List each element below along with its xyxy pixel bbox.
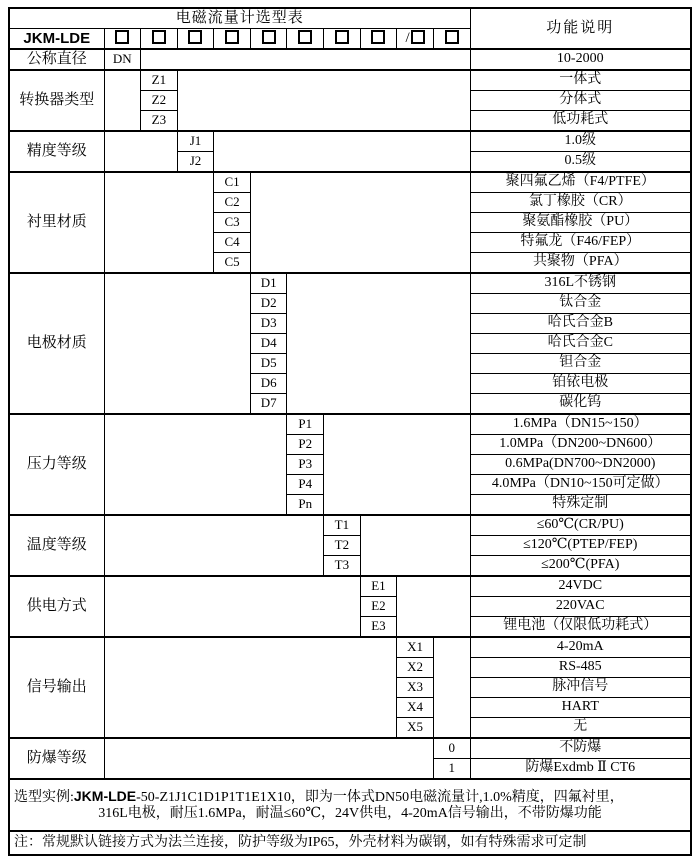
option-code-cell: D4 — [250, 334, 287, 354]
option-code-cell: P1 — [287, 414, 324, 435]
option-description-cell: ≤120℃(PTEP/FEP) — [470, 536, 691, 556]
filler-cell — [104, 738, 433, 779]
spec-row — [9, 172, 691, 193]
option-code-cell: T1 — [324, 515, 361, 536]
option-code-cell: P2 — [287, 435, 324, 455]
filler-cell — [104, 515, 324, 576]
option-code-cell: C4 — [214, 233, 251, 253]
spec-row — [9, 414, 691, 435]
option-description-cell: 碳化钨 — [470, 394, 691, 415]
option-description-cell: 特殊定制 — [470, 495, 691, 516]
option-code-cell: X5 — [397, 718, 434, 739]
option-code-cell: C1 — [214, 172, 251, 193]
option-code-cell: C2 — [214, 193, 251, 213]
option-code-cell: X2 — [397, 658, 434, 678]
model-checkbox-cell — [360, 29, 397, 50]
option-description-cell: 220VAC — [470, 597, 691, 617]
option-description-cell: 4.0MPa（DN10~150可定做） — [470, 475, 691, 495]
option-description-cell: 无 — [470, 718, 691, 739]
option-description-cell: ≤60℃(CR/PU) — [470, 515, 691, 536]
checkbox-icon — [445, 30, 459, 44]
filler-cell — [214, 131, 470, 172]
option-description-cell: 一体式 — [470, 70, 691, 91]
option-description-cell: ≤200℃(PFA) — [470, 556, 691, 577]
spec-row — [9, 515, 691, 536]
model-checkbox-cell — [287, 29, 324, 50]
filler-cell — [104, 172, 214, 273]
checkbox-icon — [152, 30, 166, 44]
option-description-cell: 低功耗式 — [470, 111, 691, 132]
category-label: 供电方式 — [9, 576, 104, 637]
example-line-1 — [10, 788, 690, 806]
option-code-cell: Pn — [287, 495, 324, 516]
checkbox-icon — [115, 30, 129, 44]
option-code-cell: D7 — [250, 394, 287, 415]
option-description-cell: 锂电池（仅限低功耗式） — [470, 617, 691, 638]
model-checkbox-cell — [397, 29, 434, 50]
option-code-cell: E2 — [360, 597, 397, 617]
model-prefix-label: JKM-LDE — [9, 29, 104, 50]
category-label: 精度等级 — [9, 131, 104, 172]
option-code-cell: E1 — [360, 576, 397, 597]
option-code-cell: E3 — [360, 617, 397, 638]
filler-cell — [433, 637, 470, 738]
filler-cell — [287, 273, 470, 414]
filler-cell — [104, 70, 141, 131]
category-label: 信号输出 — [9, 637, 104, 738]
option-description-cell: 哈氏合金C — [470, 334, 691, 354]
filler-cell — [104, 131, 177, 172]
filler-cell — [324, 414, 470, 515]
model-checkbox-cell — [141, 29, 178, 50]
model-checkbox-cell — [324, 29, 361, 50]
option-code-cell: D3 — [250, 314, 287, 334]
option-code-cell: D2 — [250, 294, 287, 314]
option-code-cell: D6 — [250, 374, 287, 394]
option-code-cell: X4 — [397, 698, 434, 718]
filler-cell — [250, 172, 470, 273]
filler-cell — [141, 49, 470, 70]
option-code-cell: P4 — [287, 475, 324, 495]
spec-row — [9, 637, 691, 658]
option-description-cell: 聚四氟乙烯（F4/PTFE） — [470, 172, 691, 193]
option-code-cell: P3 — [287, 455, 324, 475]
flowmeter-selection-table — [8, 7, 692, 856]
option-code-cell: J1 — [177, 131, 214, 152]
option-description-cell: 脉冲信号 — [470, 678, 691, 698]
category-label: 压力等级 — [9, 414, 104, 515]
option-description-cell: 0.6MPa(DN700~DN2000) — [470, 455, 691, 475]
example-model-name: JKM-LDE — [73, 787, 137, 804]
option-description-cell: 316L不锈钢 — [470, 273, 691, 294]
option-code-cell: C5 — [214, 253, 251, 274]
category-label: 衬里材质 — [9, 172, 104, 273]
option-description-cell: 1.0级 — [470, 131, 691, 152]
option-code-cell: DN — [104, 49, 141, 70]
category-label: 公称直径 — [9, 49, 104, 70]
option-description-cell: 4-20mA — [470, 637, 691, 658]
option-description-cell: 特氟龙（F46/FEP） — [470, 233, 691, 253]
option-code-cell: X1 — [397, 637, 434, 658]
function-column-header: 功能说明 — [470, 8, 691, 49]
category-label: 温度等级 — [9, 515, 104, 576]
spec-row — [9, 131, 691, 152]
checkbox-icon — [188, 30, 202, 44]
option-description-cell: 钛合金 — [470, 294, 691, 314]
option-code-cell: D1 — [250, 273, 287, 294]
selection-example-row — [9, 779, 691, 831]
filler-cell — [360, 515, 470, 576]
example-line-2: 316L电极，耐压1.6MPa，耐温≤60℃，24V供电，4-20mA信号输出，不带防爆功能 — [98, 806, 602, 821]
category-label: 转换器类型 — [9, 70, 104, 131]
option-description-cell: 氯丁橡胶（CR） — [470, 193, 691, 213]
option-code-cell: T2 — [324, 536, 361, 556]
option-code-cell: D5 — [250, 354, 287, 374]
option-code-cell: Z2 — [141, 91, 178, 111]
checkbox-icon — [298, 30, 312, 44]
option-description-cell: 聚氨酯橡胶（PU） — [470, 213, 691, 233]
category-label: 电极材质 — [9, 273, 104, 414]
option-code-cell: Z1 — [141, 70, 178, 91]
example-line1-rest: -50-Z1J1C1D1P1T1E1X10，即为一体式DN50电磁流量计,1.0%精度，四氟衬里， — [136, 789, 624, 805]
model-checkbox-cell — [104, 29, 141, 50]
option-code-cell: 0 — [433, 738, 470, 759]
model-checkbox-cell — [250, 29, 287, 50]
spec-row — [9, 576, 691, 597]
option-description-cell: 共聚物（PFA） — [470, 253, 691, 274]
example-prefix: 选型实例: — [14, 789, 74, 805]
option-code-cell: 1 — [433, 759, 470, 780]
filler-cell — [397, 576, 470, 637]
filler-cell — [104, 414, 287, 515]
spec-row — [9, 49, 691, 70]
category-label: 防爆等级 — [9, 738, 104, 779]
option-code-cell: C3 — [214, 213, 251, 233]
checkbox-icon — [335, 30, 349, 44]
filler-cell — [104, 576, 360, 637]
model-checkbox-cell — [214, 29, 251, 50]
spec-row — [9, 738, 691, 759]
slash-separator: / — [405, 29, 410, 46]
spec-row — [9, 273, 691, 294]
option-description-cell: 1.6MPa（DN15~150） — [470, 414, 691, 435]
option-description-cell: 不防爆 — [470, 738, 691, 759]
option-code-cell: T3 — [324, 556, 361, 577]
model-checkbox-cell — [433, 29, 470, 50]
option-description-cell: 10-2000 — [470, 49, 691, 70]
selection-example — [9, 779, 691, 831]
filler-cell — [104, 273, 250, 414]
option-description-cell: 分体式 — [470, 91, 691, 111]
option-description-cell: 1.0MPa（DN200~DN600） — [470, 435, 691, 455]
filler-cell — [177, 70, 470, 131]
option-description-cell: 哈氏合金B — [470, 314, 691, 334]
checkbox-icon — [371, 30, 385, 44]
option-description-cell: 24VDC — [470, 576, 691, 597]
option-code-cell: X3 — [397, 678, 434, 698]
option-description-cell: 防爆Exdmb Ⅱ CT6 — [470, 759, 691, 780]
note-text: 注：常规默认链接方式为法兰连接，防护等级为IP65，外壳材料为碳钢，如有特殊需求可定制 — [9, 831, 691, 855]
table-title: 电磁流量计选型表 — [9, 8, 470, 29]
table-title-row — [9, 8, 691, 29]
option-code-cell: J2 — [177, 152, 214, 173]
option-description-cell: 钽合金 — [470, 354, 691, 374]
option-description-cell: 铂铱电极 — [470, 374, 691, 394]
option-description-cell: RS-485 — [470, 658, 691, 678]
note-row — [9, 831, 691, 855]
filler-cell — [104, 637, 397, 738]
model-checkbox-cell — [177, 29, 214, 50]
option-description-cell: 0.5级 — [470, 152, 691, 173]
checkbox-icon — [225, 30, 239, 44]
checkbox-icon — [262, 30, 276, 44]
spec-row — [9, 70, 691, 91]
option-description-cell: HART — [470, 698, 691, 718]
option-code-cell: Z3 — [141, 111, 178, 132]
checkbox-icon — [411, 30, 425, 44]
